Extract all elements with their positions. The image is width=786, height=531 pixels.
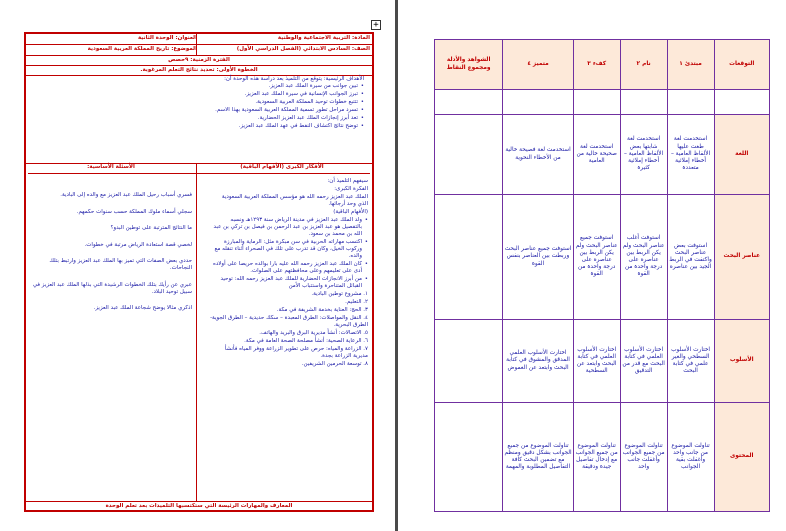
table-row <box>435 115 770 195</box>
achievement-item: ٨. توسعة الحرمين الشريفين. <box>301 361 368 367</box>
questions-head: الأسئلة الأساسية: <box>28 164 194 174</box>
blank-cell <box>667 90 714 115</box>
objective-item: • تعد أبرز إنجازات الملك عبد العزيز الحضارية. <box>76 115 364 122</box>
rubric-cell: استوفت بعض عناصر البحث واكتفت في الربط الجيد بين عناصره <box>667 195 714 320</box>
question-item: حددي بعض الصفات التي تميز بها الملك عبد العزيز وارتبط بتلك النجاحات. <box>49 258 192 271</box>
achievement-item: ٥. الاتصالات: أنشأ مديرية البرق والبريد والهاتف. <box>259 330 368 336</box>
header-expectations: التوقعات <box>714 40 769 90</box>
rubric-cell: اختارت الأسلوب العلمي في كتابة البحث مع قدر من التدقيق <box>620 320 667 403</box>
row-head-content: المحتوى <box>714 403 769 512</box>
achievement-item: ٢. التعليم. <box>345 299 368 305</box>
lasting-item: • ولد الملك عبد العزيز في مدينة الرياض سنة ١٢٩٣هـ ونسبه بالتفصيل هو عبد العزيز بن عبد الرحمن بن فيصل بن تركي بن عبد الله بن محمد بن سعود. <box>210 217 368 238</box>
topic-label: الموضوع: تاريخ المملكة العربية السعودية <box>87 46 197 52</box>
first-step-label: الخطوة الأولى: تحديد نتائج التعلم المرغوبة. <box>140 67 258 73</box>
grade-label: الصف: السادس الابتدائي (الفصل الدراسي الأول) <box>236 46 370 52</box>
table-row <box>435 403 770 512</box>
achievement-item: ٣. الحج: العناية بخدمة الشريفة في مكة. <box>276 307 368 313</box>
question-item: لخصي قصة استعادة الرياض مرتبة في خطوات. <box>84 241 192 248</box>
question-item: فسري أسباب رحيل الملك عبد العزيز مع والده إلى البادية. <box>60 192 192 198</box>
page-divider <box>395 0 398 531</box>
blank-row <box>435 90 770 115</box>
achievement-item: ٧. الزراعة والمياه: حرص على تطوير الزراعة ووفر المياه فأنشأ مديرية الزراعة بجدة. <box>224 346 368 359</box>
blank-cell <box>714 90 769 115</box>
rubric-cell: استخدمت لغة طغت عليها الألفاظ العامية – أخطاء إملائية متعددة <box>667 115 714 195</box>
rubric-cell: استوفت جميع عناصر البحث وربطت بين العناصر بنفس القوة <box>503 195 573 320</box>
rubric-cell: استوفت أغلب عناصر البحث ولم يكن الربط بين عناصره على درجة واحدة من القوة <box>620 195 667 320</box>
rubric-cell: تناولت الموضوع من جميع الجوانب بشكل دقيق ومنظم مع تضمين البحث كافة التفاصيل المطلوبة والمهمة <box>503 403 573 512</box>
blank-cell <box>620 90 667 115</box>
lasting-item: • كان الملك عبد العزيز رحمه الله عليه بارا بوالده حريصا على أولاده أدى على تعليمهم وعلى محافظتهم على الصلوات. <box>210 261 368 275</box>
unit-plan-page <box>24 32 374 512</box>
lasting-item: • اكتسب مهاراته الحربية في سن مبكرة مثل: الرماية والمبارزة وركوب الخيل، وكان قد تدرب على تلك في الصحراء أثناء تنقله مع والده. <box>210 239 368 260</box>
header-evidence: الشواهد والأدلة ومجموع النقاط <box>435 40 503 90</box>
big-idea-title: الفكرة الكبرى: <box>334 186 368 192</box>
evidence-cell <box>435 403 503 512</box>
question-item: عبري عن رأيك بتلك الخطوات الرشيدة التي بذلها الملك عبد العزيز في سبيل توحيد البلاد. <box>32 281 192 295</box>
rubric-header-row <box>435 40 770 90</box>
objective-item: • تتتبع خطوات توحيد المملكة العربية السعودية. <box>76 99 364 106</box>
rubric-cell: تناولت الموضوع من جميع الجوانب وأغفلت جانب واحد <box>620 403 667 512</box>
header-row-2 <box>26 45 372 56</box>
objective-item: • تسرد مراحل تطور تسمية المملكة العربية السعودية بهذا الاسم. <box>76 107 364 114</box>
column-separator <box>196 164 197 501</box>
rubric-cell: تناولت الموضوع من جميع الجوانب مع إدخال تفاصيل جيدة ودقيقة <box>573 403 620 512</box>
objective-item: • تبرز الجوانب الإنسانية في سيرة الملك عبد العزيز. <box>76 91 364 98</box>
big-ideas-lead: سيفهم التلميذ أن: <box>327 178 368 184</box>
rubric-cell: استخدمت لغة فصيحة خالية من الأخطاء النحوية <box>503 115 573 195</box>
blank-cell <box>503 90 573 115</box>
rubric-cell: تناولت الموضوع من جانب واحد وأغفلت بقية الجوانب <box>667 403 714 512</box>
row-head-language: اللغة <box>714 115 769 195</box>
lasting-list <box>210 217 368 290</box>
evidence-cell <box>435 320 503 403</box>
duration-label: الفترة الزمنية: ٩حصص <box>168 57 230 63</box>
duration-row <box>26 56 372 66</box>
achievement-item: ١. مشروع توطين البادية. <box>311 291 368 297</box>
objective-item: • تبين جوانب من سيرة الملك عبد العزيز. <box>76 83 364 90</box>
footer-row <box>26 502 372 512</box>
question-item: اذكري مثالا يوضح شجاعة الملك عبد العزيز. <box>93 305 192 311</box>
objectives-list <box>76 83 364 130</box>
unit-label: العنوان: الوحدة الثانية <box>137 35 197 41</box>
header-row-1 <box>26 34 372 45</box>
blank-cell <box>573 90 620 115</box>
big-ideas-head: الأفكار الكبرى (الأفهام الباقية) <box>194 164 370 174</box>
blank-cell <box>435 90 503 115</box>
content-row <box>26 164 372 502</box>
header-beginner: مبتدئ ١ <box>667 40 714 90</box>
objectives-block <box>76 76 364 131</box>
big-ideas-block <box>210 178 368 369</box>
header-developing: نام ٢ <box>620 40 667 90</box>
header-excellent: متميز ٤ <box>503 40 573 90</box>
first-step-row <box>26 66 372 76</box>
evidence-cell <box>435 195 503 320</box>
header-competent: كفء ٣ <box>573 40 620 90</box>
subject-label: المادة: التربية الاجتماعية والوطنية <box>277 35 370 41</box>
question-item: ما النتائج المترتبة على توطين البدو؟ <box>110 225 192 231</box>
rubric-cell: اختارت الأسلوب السطحي والغير علمي في كتابة البحث <box>667 320 714 403</box>
footer-label: المعارف والمهارات الرئيسة التي ستكتسبها التلميذات بعد تعلم الوحدة <box>105 503 293 509</box>
rubric-table <box>434 39 770 512</box>
rubric-cell: اختارت الأسلوب العلمي المدقق والمشوق في كتابة البحث وابتعد عن الغموض <box>503 320 573 403</box>
objectives-row <box>26 76 372 164</box>
achievement-item: ٦. الرعاية الصحية: أنشأ مصلحة الصحة العامة في مكة. <box>244 338 368 344</box>
question-item: سجلي أسماء ملوك المملكة حسب سنوات حكمهم. <box>76 208 192 215</box>
questions-block <box>30 178 192 322</box>
evidence-cell <box>435 115 503 195</box>
achievement-item: ٤. النقل والمواصلات: الطرق المعبدة – سكك حديدية – الطرق الجوية- الطرق البحرية. <box>210 315 368 328</box>
table-row <box>435 320 770 403</box>
big-idea-text: الملك عبد العزيز رحمه الله هو مؤسس المملكة العربية السعودية الذي وحد أرجائها. <box>221 194 368 207</box>
rubric-cell: استخدمت لغة صحيحة خالية من العامية <box>573 115 620 195</box>
rubric-cell: استوفت جميع عناصر البحث ولم يكن الربط بين عناصره على درجة واحدة من القوة <box>573 195 620 320</box>
lasting-item: • من أبرز الانجازات الحضارية للملك عبد العزيز رحمه الله: توحيد القبائل المتناحرة واستتباب الأمن <box>210 276 368 290</box>
objectives-intro: الأهداف الرئيسية: يتوقع من التلميذ بعد دراسة هذه الوحدة أن: <box>224 76 364 82</box>
table-move-handle-icon[interactable]: + <box>371 20 381 30</box>
rubric-cell: استخدمت لغة شابتها بعض الألفاظ العامية – أخطاء إملائية كثيرة <box>620 115 667 195</box>
objective-item: • توضح نتائج اكتشاف النفط في عهد الملك عبد العزيز. <box>76 123 364 130</box>
table-row <box>435 195 770 320</box>
row-head-elements: عناصر البحث <box>714 195 769 320</box>
row-head-style: الأسلوب <box>714 320 769 403</box>
lasting-title: (الأفهام الباقية) <box>333 209 368 215</box>
rubric-cell: اختارت الأسلوب العلمي في كتابة البحث وابتعد عن السطحية <box>573 320 620 403</box>
